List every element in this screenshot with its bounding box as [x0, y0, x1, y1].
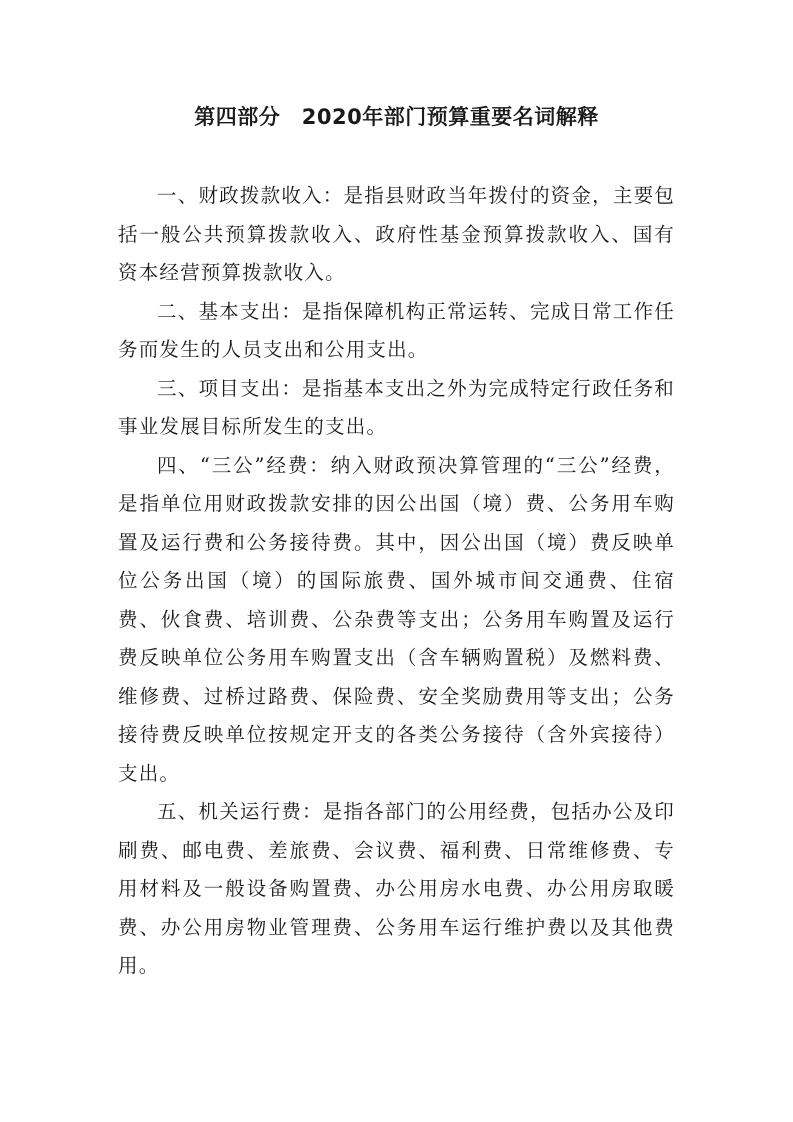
paragraph-agency-operating-expenses: 五、机关运行费：是指各部门的公用经费，包括办公及印刷费、邮电费、差旅费、会议费、福利费、日常维修费、专用材料及一般设备购置费、办公用房水电费、办公用房取暖费、办公用房物业管理费、公务用车运行维护费以及其他费用。	[118, 800, 675, 977]
document-body	[118, 177, 675, 986]
paragraph-basic-expenditure: 二、基本支出：是指保障机构正常运转、完成日常工作任务而发生的人员支出和公用支出。	[118, 299, 675, 361]
paragraph-project-expenditure: 三、项目支出：是指基本支出之外为完成特定行政任务和事业发展目标所发生的支出。	[118, 376, 675, 438]
paragraph-three-public-expenses: 四、“三公”经费：纳入财政预决算管理的“三公”经费，是指单位用财政拨款安排的因公出国（境）费、公务用车购置及运行费和公务接待费。其中，因公出国（境）费反映单位公务出国（境）的国际旅费、国外城市间交通费、住宿费、伙食费、培训费、公杂费等支出；公务用车购置及运行费反映单位公务用车购置支出（含车辆购置税）及燃料费、维修费、过桥过路费、保险费、安全奖励费用等支出；公务接待费反映单位按规定开支的各类公务接待（含外宾接待）支出。	[118, 453, 675, 785]
paragraph-fiscal-appropriation-income: 一、财政拨款收入：是指县财政当年拨付的资金，主要包括一般公共预算拨款收入、政府性基金预算拨款收入、国有资本经营预算拨款收入。	[118, 184, 675, 284]
page-title: 第四部分 2020年部门预算重要名词解释	[194, 105, 599, 129]
